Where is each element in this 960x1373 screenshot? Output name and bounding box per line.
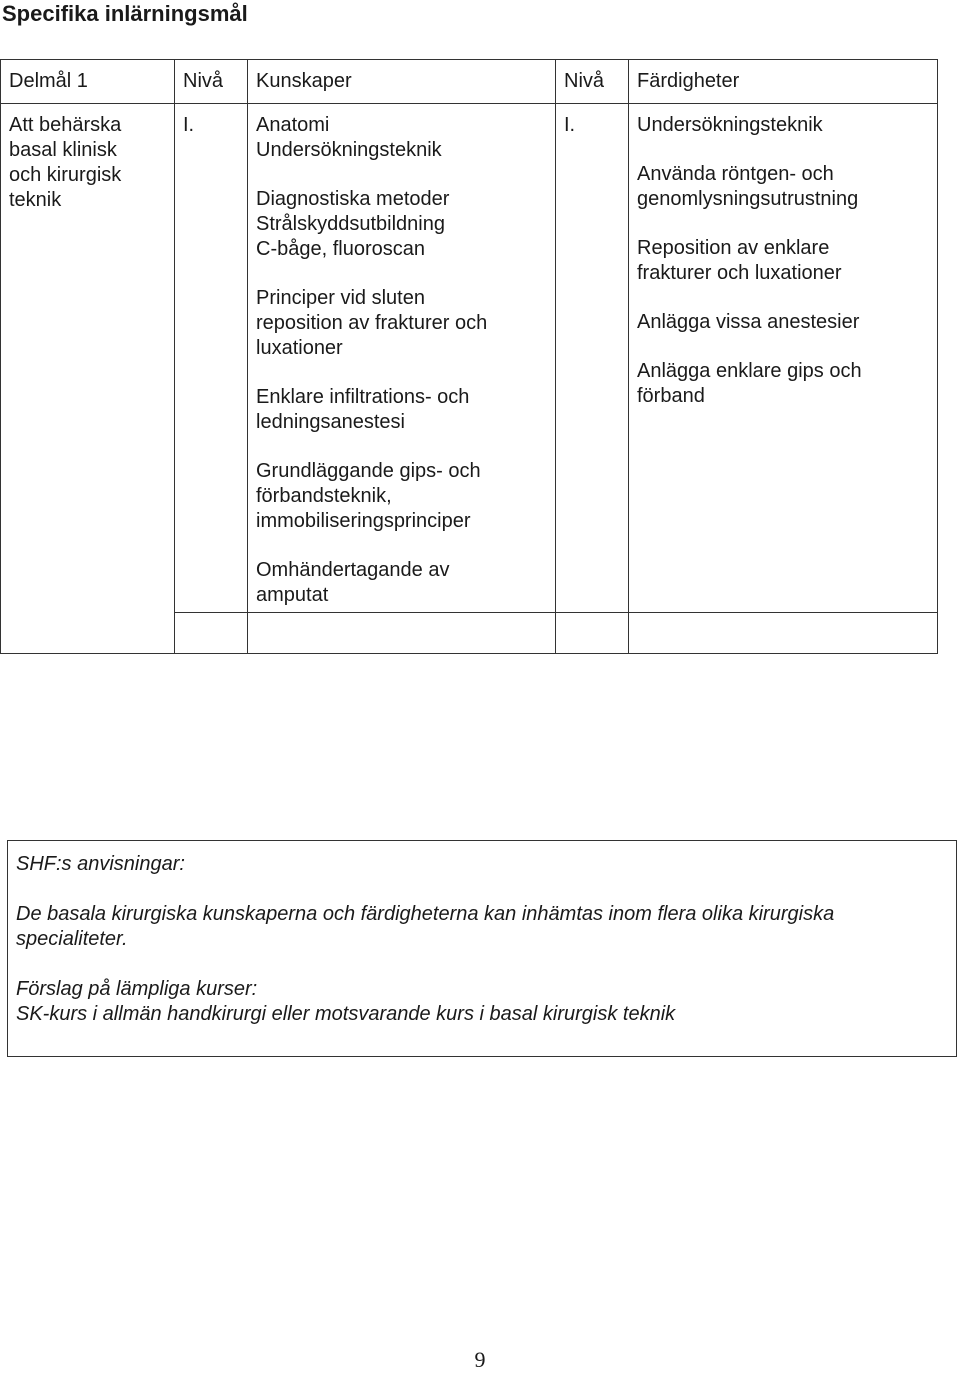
knowledge-line: Omhändertagande av xyxy=(256,559,450,581)
knowledge-line: C-båge, fluoroscan xyxy=(256,238,425,260)
skills-line: Undersökningsteknik xyxy=(637,114,823,136)
skills-block xyxy=(637,162,929,212)
table-row xyxy=(1,104,938,613)
knowledge-block xyxy=(256,558,547,608)
goal-cell xyxy=(1,104,175,654)
knowledge-cell xyxy=(248,104,556,613)
knowledge-line: förbandsteknik, xyxy=(256,485,392,507)
page-heading: Specifika inlärningsmål xyxy=(2,1,248,26)
knowledge-line: Anatomi xyxy=(256,114,330,136)
empty-cell xyxy=(629,613,938,654)
knowledge-line: Principer vid sluten xyxy=(256,287,425,309)
knowledge-line: luxationer xyxy=(256,337,343,359)
knowledge-level-cell xyxy=(175,104,248,613)
empty-cell xyxy=(556,613,629,654)
goal-line: teknik xyxy=(9,189,62,211)
skills-level: I. xyxy=(564,114,576,136)
knowledge-line: Undersökningsteknik xyxy=(256,139,442,161)
instructions-title: SHF:s anvisningar: xyxy=(16,853,185,875)
instructions-paragraph: De basala kirurgiska kunskaperna och färdigheterna kan inhämtas inom flera olika kirurgiska specialiteter. xyxy=(16,903,835,950)
skills-line: Använda röntgen- och xyxy=(637,163,834,185)
empty-cell xyxy=(175,613,248,654)
knowledge-line: Enklare infiltrations- och xyxy=(256,386,470,408)
goal-line: basal klinisk xyxy=(9,139,117,161)
knowledge-block xyxy=(256,187,547,262)
knowledge-line: amputat xyxy=(256,584,329,606)
skills-line: Anlägga vissa anestesier xyxy=(637,311,860,333)
knowledge-line: Grundläggande gips- och xyxy=(256,460,481,482)
knowledge-line: Strålskyddsutbildning xyxy=(256,213,445,235)
goal-line: Att behärska xyxy=(9,114,122,136)
header-level-skills: Nivå xyxy=(556,60,629,104)
page-number: 9 xyxy=(474,1347,486,1372)
skills-block xyxy=(637,310,929,335)
knowledge-line: ledningsanestesi xyxy=(256,411,405,433)
course-suggestion-title: Förslag på lämpliga kurser: xyxy=(16,978,258,1000)
skills-line: förband xyxy=(637,385,705,407)
skills-line: genomlysningsutrustning xyxy=(637,188,859,210)
knowledge-block xyxy=(256,385,547,435)
skills-block xyxy=(637,359,929,409)
skills-level-cell xyxy=(556,104,629,613)
knowledge-block xyxy=(256,113,547,163)
header-goal: Delmål 1 xyxy=(1,60,175,104)
skills-cell xyxy=(629,104,938,613)
knowledge-line: immobiliseringsprinciper xyxy=(256,510,471,532)
empty-cell xyxy=(248,613,556,654)
knowledge-line: reposition av frakturer och xyxy=(256,312,488,334)
knowledge-block xyxy=(256,286,547,361)
knowledge-line: Diagnostiska metoder xyxy=(256,188,450,210)
course-suggestion-text: SK-kurs i allmän handkirurgi eller motsvarande kurs i basal kirurgisk teknik xyxy=(16,1003,676,1025)
skills-block xyxy=(637,236,929,286)
skills-block xyxy=(637,113,929,138)
header-knowledge: Kunskaper xyxy=(248,60,556,104)
skills-line: Reposition av enklare xyxy=(637,237,830,259)
skills-line: frakturer och luxationer xyxy=(637,262,842,284)
skills-line: Anlägga enklare gips och xyxy=(637,360,862,382)
knowledge-block xyxy=(256,459,547,534)
knowledge-level: I. xyxy=(183,114,195,136)
learning-goals-table xyxy=(0,59,938,654)
instructions-box xyxy=(7,840,957,1057)
header-level-knowledge: Nivå xyxy=(175,60,248,104)
table-header-row xyxy=(1,60,938,104)
header-skills: Färdigheter xyxy=(629,60,938,104)
goal-line: och kirurgisk xyxy=(9,164,122,186)
